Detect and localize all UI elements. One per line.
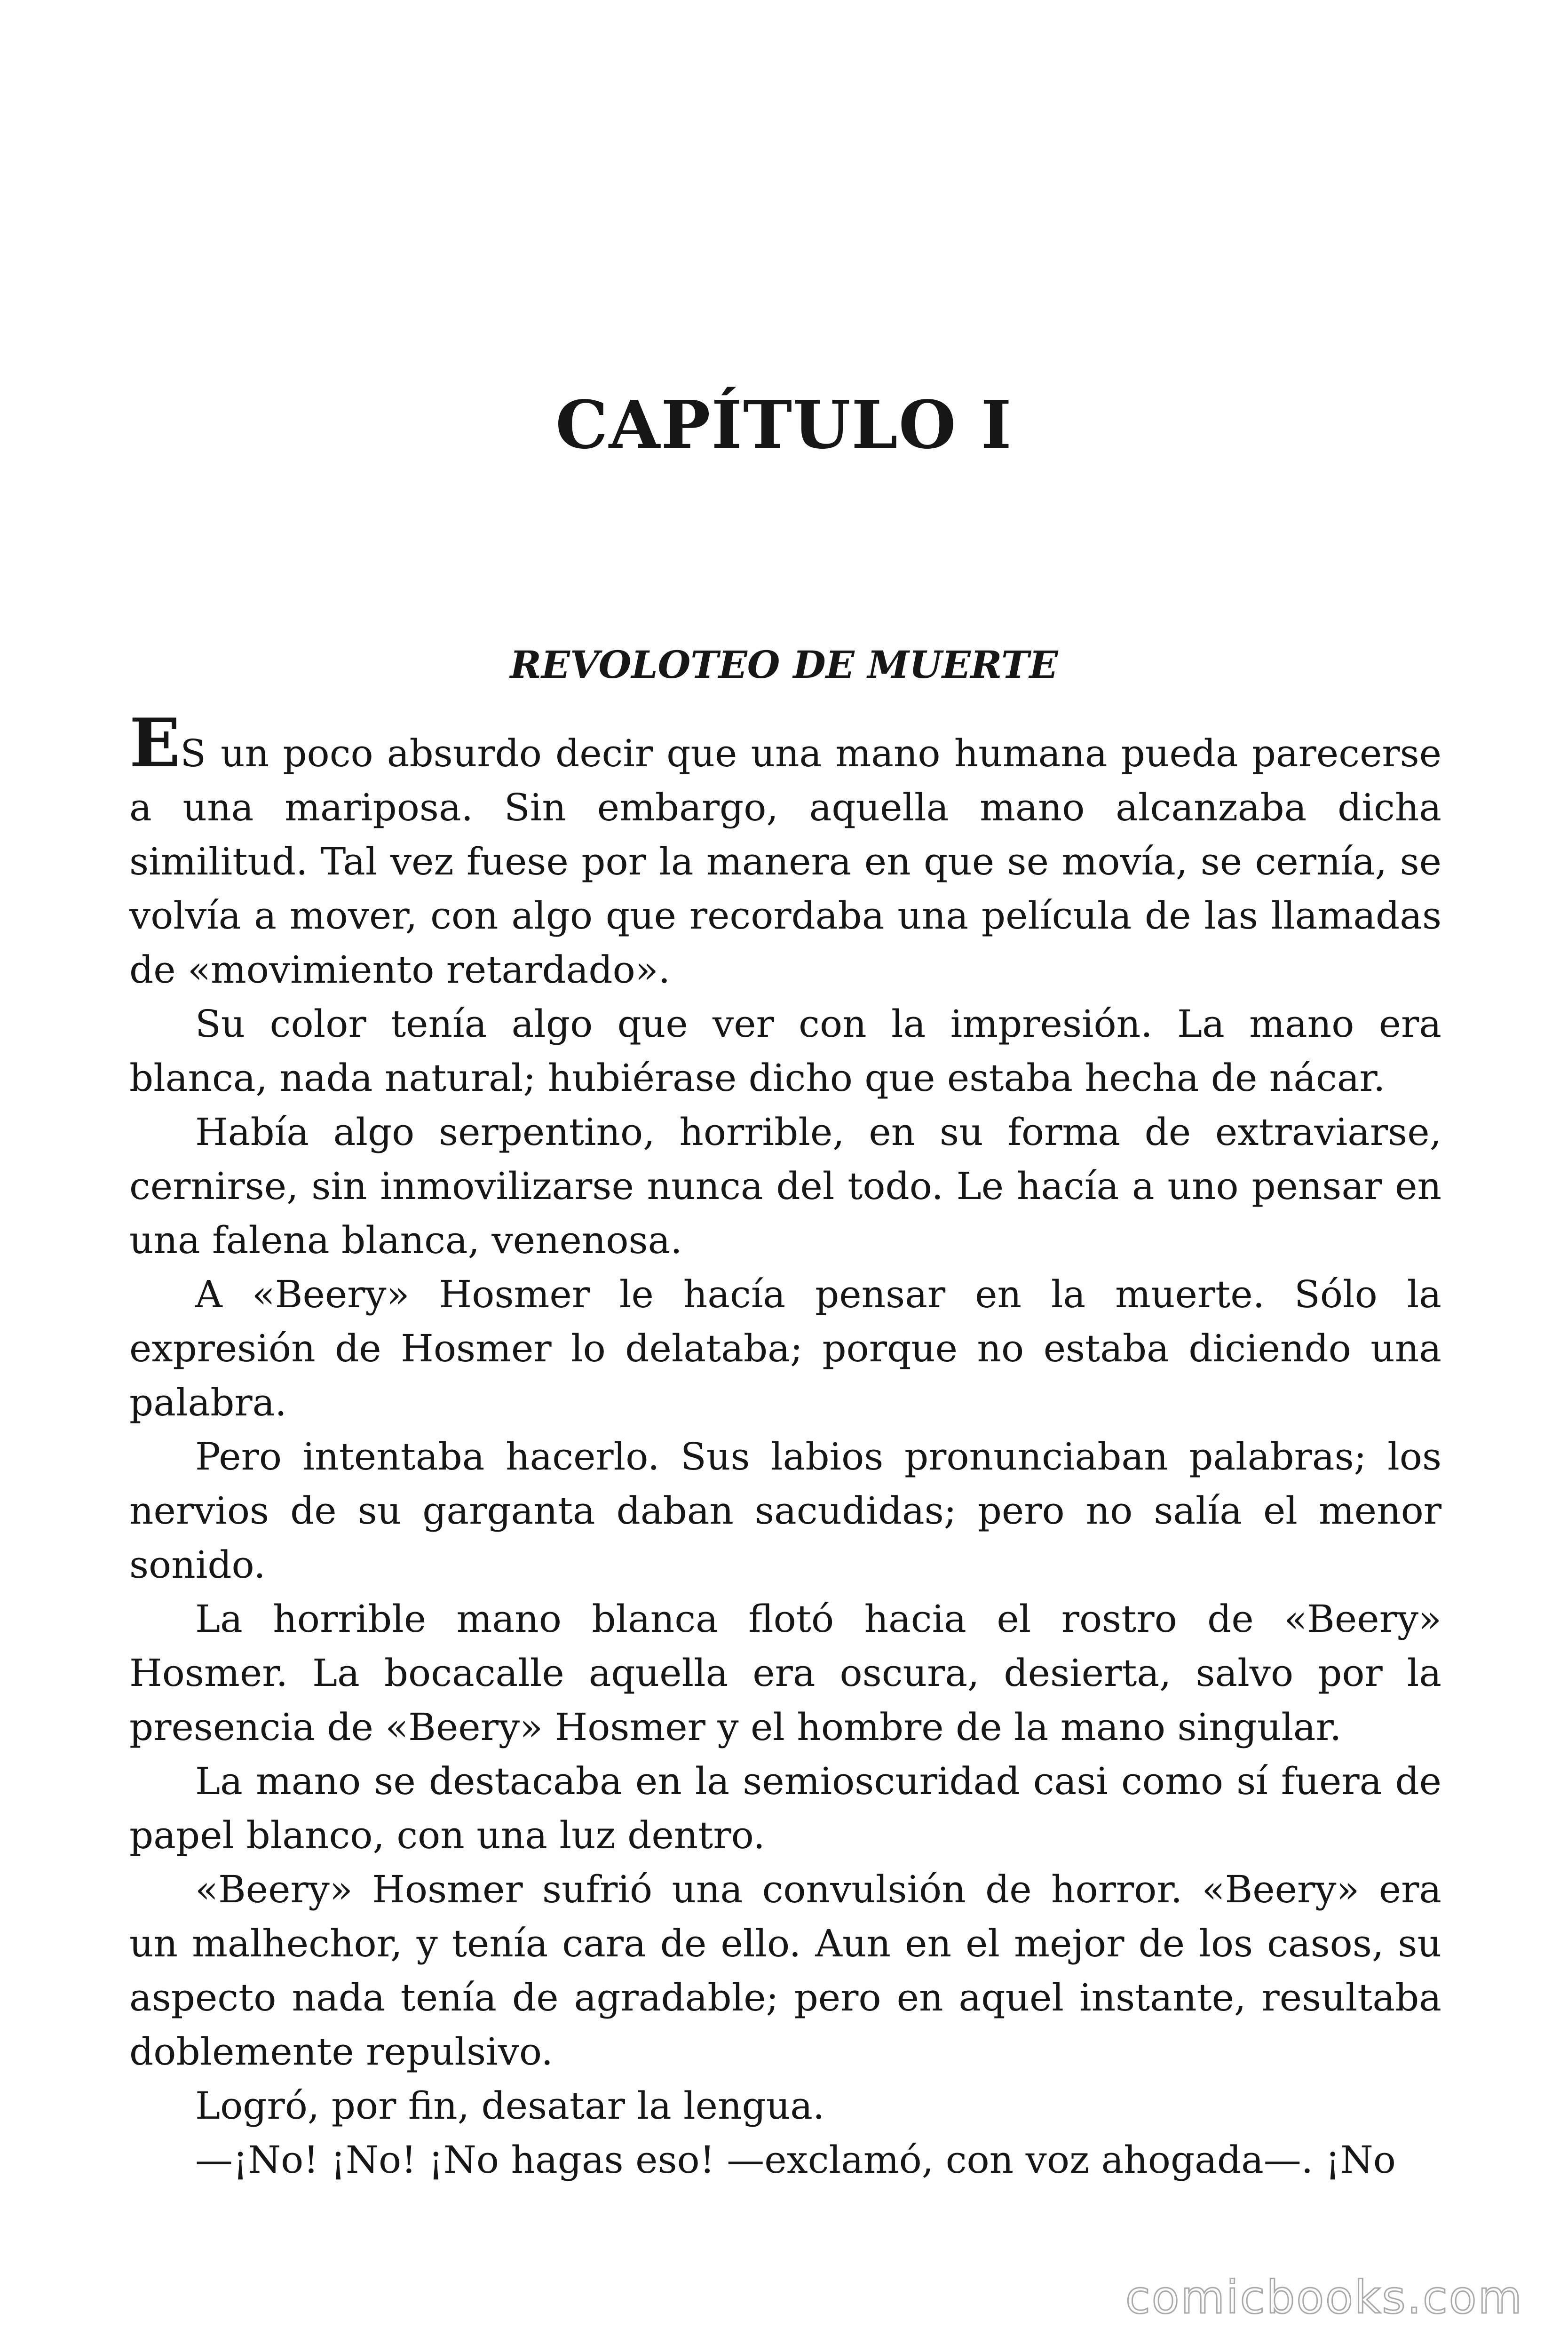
chapter-body <box>129 704 1441 2187</box>
chapter-title: CAPÍTULO I <box>555 387 1013 464</box>
paragraph-8: «Beery» Hosmer sufrió una convulsión de horror. «Beery» era un malhechor, y tenía cara de ello. Aun en el mejor de los casos, su aspecto nada tenía de agradable; pero en aquel instante, resultaba doblemente repulsivo. <box>129 1867 1441 2074</box>
paragraph-10: —¡No! ¡No! ¡No hagas eso! —exclamó, con voz ahogada—. ¡No <box>195 2138 1396 2182</box>
chapter-subtitle: REVOLOTEO DE MUERTE <box>510 643 1058 687</box>
paragraph-5: Pero intentaba hacerlo. Sus labios pronunciaban palabras; los nervios de su garganta daban sacudidas; pero no salía el menor sonido. <box>129 1435 1441 1587</box>
paragraph-2: Su color tenía algo que ver con la impresión. La mano era blanca, nada natural; hubiérase dicho que estaba hecha de nácar. <box>129 1002 1441 1100</box>
paragraph-4: A «Beery» Hosmer le hacía pensar en la muerte. Sólo la expresión de Hosmer lo delataba; porque no estaba diciendo una palabra. <box>129 1272 1441 1424</box>
paragraph-7: La mano se destacaba en la semioscuridad casi como sí fuera de papel blanco, con una luz dentro. <box>129 1759 1441 1857</box>
drop-initial: E <box>129 704 181 782</box>
first-word-rest: S <box>180 731 207 775</box>
paragraph-1 <box>129 704 1441 997</box>
paragraph-3: Había algo serpentino, horrible, en su forma de extraviarse, cernirse, sin inmovilizarse nunca del todo. Le hacía a uno pensar en una falena blanca, venenosa. <box>129 1110 1441 1262</box>
paragraph-9: Logró, por fin, desatar la lengua. <box>195 2084 825 2128</box>
watermark-logo: comicbooks.com <box>1125 2271 1523 2324</box>
paragraph-6: La horrible mano blanca flotó hacia el rostro de «Beery» Hosmer. La bocacalle aquella era oscura, desierta, salvo por la presencia de «Beery» Hosmer y el hombre de la mano singular. <box>129 1597 1441 1749</box>
paragraph-1-text: un poco absurdo decir que una mano humana pueda parecerse a una mariposa. Sin embargo, aquella mano alcanzaba dicha similitud. Tal vez fuese por la manera en que se movía, se cernía, se volvía a mover, con algo que recordaba una película de las llamadas de «movimiento retardado». <box>129 731 1441 992</box>
